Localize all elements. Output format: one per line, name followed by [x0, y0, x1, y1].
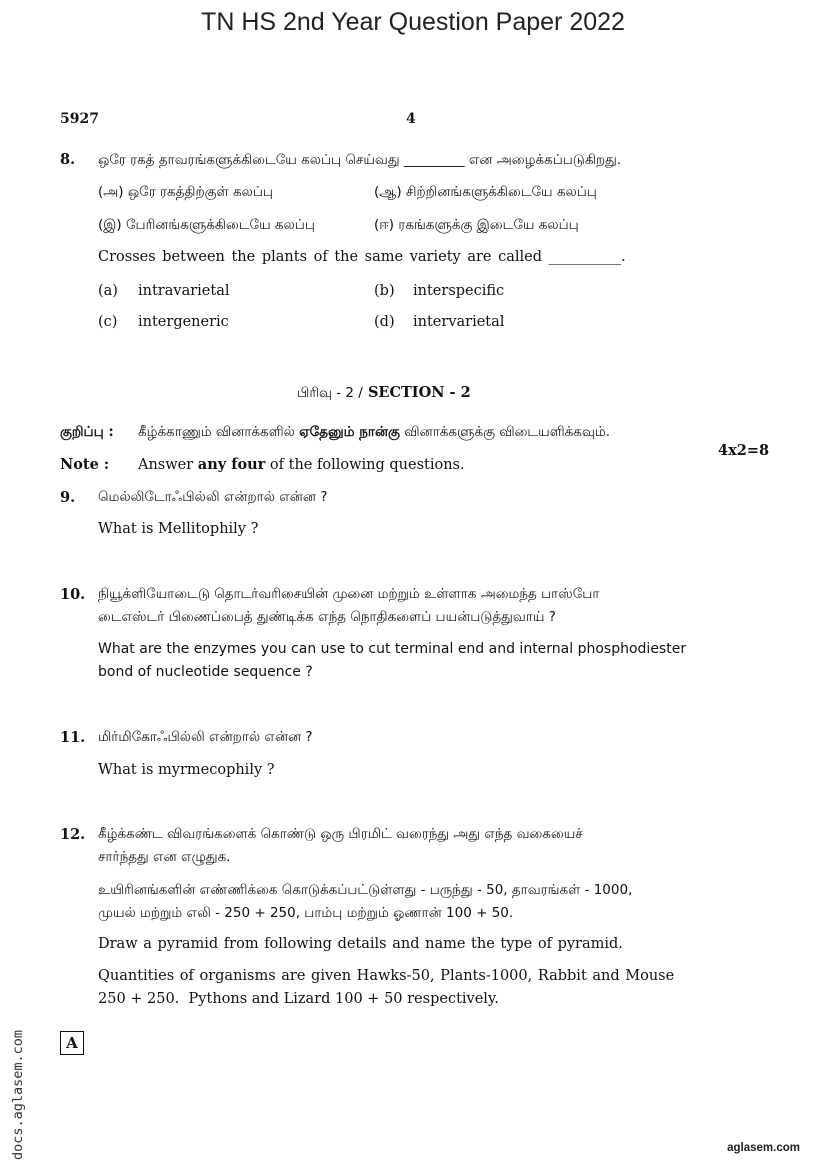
option-text-d: intervarietal [413, 314, 505, 330]
question-english-text: What is Mellitophily ? [98, 521, 259, 537]
note-tamil-post: வினாக்களுக்கு விடையளிக்கவும். [404, 424, 611, 440]
tamil-option-c: (இ) பேரினங்களுக்கிடையே கலப்பு [98, 217, 315, 233]
tamil-option-d: (ஈ) ரகங்களுக்கு இடையே கலப்பு [374, 217, 579, 233]
question-tamil-line-4: முயல் மற்றும் எலி - 250 + 250, பாம்பு மற்றும் ஓணான் 100 + 50. [98, 905, 514, 921]
page-title: TN HS 2nd Year Question Paper 2022 [201, 8, 625, 36]
question-number: 9. [60, 489, 76, 506]
question-english-line-1: What are the enzymes you can use to cut terminal end and internal phosphodiester [98, 641, 687, 657]
question-tamil-text: மெல்லிடோஃபில்லி என்றால் என்ன ? [98, 489, 328, 505]
question-tamil-line-1: கீழ்க்கண்ட விவரங்களைக் கொண்டு ஒரு பிரமிட் வரைந்து அது எந்த வகையைச் [98, 826, 583, 842]
option-text-a: intravarietal [138, 283, 230, 299]
side-watermark-url: docs.aglasem.com [10, 1029, 26, 1160]
note-bold: any four [197, 456, 266, 473]
option-text-c: intergeneric [138, 314, 229, 330]
section-heading [297, 382, 471, 403]
paper-set-box: A [60, 1031, 84, 1055]
question-tamil-line-1: நியூக்ளியோடைடு தொடர்வரிசையின் முனை மற்றும் உள்ளாக அமைந்த பாஸ்போ [98, 586, 600, 602]
option-label-b: (b) [374, 283, 395, 299]
question-english-text: Crosses between the plants of the same variety are called __________. [98, 249, 626, 265]
tamil-option-b: (ஆ) சிற்றினங்களுக்கிடையே கலப்பு [374, 184, 597, 200]
question-tamil-line-2: டைஎஸ்டர் பிணைப்பைத் துண்டிக்க எந்த நொதிகளைப் பயன்படுத்துவாய் ? [98, 609, 556, 625]
option-label-c: (c) [98, 314, 118, 330]
note-tamil-pre: கீழ்க்காணும் வினாக்களில் [138, 424, 295, 440]
question-tamil-line-2: சார்ந்தது என எழுதுக. [98, 849, 231, 865]
question-tamil-text: ஒரே ரகத் தாவரங்களுக்கிடையே கலப்பு செய்வது _________ என அழைக்கப்படுகிறது. [98, 152, 622, 168]
question-english-line-3: 250 + 250. Pythons and Lizard 100 + 50 respectively. [98, 991, 499, 1007]
section-heading-english: SECTION - 2 [367, 384, 471, 401]
note-tamil-text [138, 424, 610, 442]
question-number: 11. [60, 729, 86, 746]
question-english-line-1: Draw a pyramid from following details and name the type of pyramid. [98, 936, 623, 952]
page-number: 4 [406, 111, 416, 127]
question-tamil-text: மிர்மிகோஃபில்லி என்றால் என்ன ? [98, 729, 313, 745]
question-english-text: What is myrmecophily ? [98, 762, 275, 778]
section-heading-tamil: பிரிவு - 2 / [297, 385, 363, 401]
question-english-line-2: bond of nucleotide sequence ? [98, 664, 313, 680]
option-label-d: (d) [374, 314, 395, 330]
section-marks: 4x2=8 [718, 442, 770, 459]
note-text [138, 456, 465, 473]
question-number: 10. [60, 586, 86, 603]
note-pre: Answer [138, 457, 194, 473]
note-label: Note : [60, 456, 110, 473]
note-tamil-bold: ஏதேனும் நான்கு [299, 424, 400, 440]
brand-footer: aglasem.com [727, 1142, 800, 1154]
option-label-a: (a) [98, 283, 118, 299]
question-tamil-line-3: உயிரினங்களின் எண்ணிக்கை கொடுக்கப்பட்டுள்ளது - பருந்து - 50, தாவரங்கள் - 1000, [98, 882, 633, 898]
question-number: 12. [60, 826, 86, 843]
tamil-option-a: (அ) ஒரே ரகத்திற்குள் கலப்பு [98, 184, 273, 200]
option-text-b: interspecific [413, 283, 505, 299]
note-post: of the following questions. [269, 457, 465, 473]
question-english-line-2: Quantities of organisms are given Hawks-50, Plants-1000, Rabbit and Mouse [98, 968, 675, 984]
note-tamil-label: குறிப்பு : [60, 424, 114, 440]
paper-code: 5927 [60, 111, 99, 127]
question-number: 8. [60, 151, 76, 168]
